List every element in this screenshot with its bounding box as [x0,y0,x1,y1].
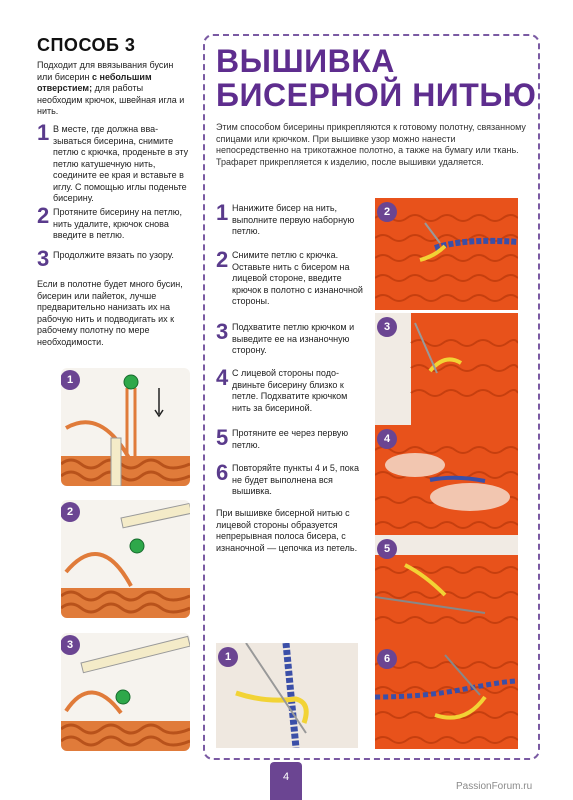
watermark: PassionForum.ru [456,781,533,792]
extra-tip: Если в полотне будет много бусин, бисерин или пайеток, лучше предварительно нанизать их на рабочую нить и подводигать их к рабочему полотну по мере необходимости. [37,279,183,347]
section-title: СПОСОБ 3 [37,35,136,55]
right-step-5 [216,425,366,451]
step-number: 4 [216,365,229,390]
illustration-2 [61,500,190,618]
right-step-1 [216,200,366,238]
badge: 2 [61,502,80,522]
main-title: ВЫШИВКА БИСЕРНОЙ НИТЬЮ [216,43,537,113]
badge: 5 [377,539,397,559]
step-number: 6 [216,460,229,485]
intro-text: Этим способом бисерины прикрепляются к готовому полотну, связанному спицами или крючком. При вышивке узор можно нанести непосредственно на трикотажное полотно, а также на бумагу или ткань. Трафарет прикрепляется к изделию, после вышивки удаляется. [216,122,526,167]
step-text: Снимите петлю с крючка. Оставьте нить с бисером на лицевой стороне, введите крючок в полотно с изнаночной стороны. [232,250,363,306]
intro-text: Подходит для ввязывания бусин или бисерин с небольшим отверстием; для работы необходим крючок, швейная игла и нить. [37,60,185,116]
step-text: Повторяйте пункты 4 и 5, пока не будет выполнена вся вышивка. [232,463,359,496]
step-number: 1 [216,200,229,225]
crochet-bead-illustration [61,633,190,751]
photo-step-4 [375,425,518,537]
right-step-3 [216,319,366,357]
step-text: С лицевой стороны пододвиньте бисерину близко к петле. Подхватите крючком нить за бисериной. [232,368,348,413]
note-text: При вышивке бисерной нитью с лицевой стороны образуется непрерывная полоса бисера, с изнаночной — цепочка из петель. [216,508,358,553]
step-number: 2 [37,203,50,228]
step-number: 5 [216,425,229,450]
step-text: Протяните бисерину на петлю, нить удалите, крючок снова введите в петлю. [53,207,182,240]
photo-step-5 [375,535,518,647]
badge: 2 [377,202,397,222]
step-text: В месте, где должна ввазываться бисерина, снимите петлю с крючка, проденьте в эту петлю катушечную нить, соедините ее края и вставьте в иглу. С помощью иглы поденьте бисерину. [53,124,189,203]
photo-step-1 [216,643,358,748]
step-text: Продолжите вязать по узору. [53,250,174,260]
badge: 6 [377,649,397,669]
badge: 1 [61,370,80,390]
badge: 3 [377,317,397,337]
photo-step-3 [375,313,518,425]
step-number: 2 [216,247,229,272]
badge: 1 [218,647,238,667]
badge: 4 [377,429,397,449]
crochet-bead-illustration [61,368,190,486]
left-step-1 [37,120,192,205]
illustration-3 [61,633,190,751]
right-step-2 [216,247,366,308]
right-step-4 [216,365,366,414]
left-step-2 [37,203,192,242]
step-number: 3 [37,246,50,271]
crochet-bead-illustration [61,500,190,618]
step-number: 1 [37,120,50,145]
page-number: 4 [270,762,302,800]
step-text: Протяните ее через первую петлю. [232,428,349,450]
step-text: Нанижите бисер на нить, выполните первую наборную петлю. [232,203,355,236]
right-step-6 [216,460,366,498]
step-text: Подхватите петлю крючком и выведите ее на изнаночную сторону. [232,322,355,355]
badge: 3 [61,635,80,655]
step-number: 3 [216,319,229,344]
photo-step-6 [375,645,518,749]
photo-step-2 [375,198,518,310]
illustration-1 [61,368,190,486]
left-step-3 [37,246,192,271]
